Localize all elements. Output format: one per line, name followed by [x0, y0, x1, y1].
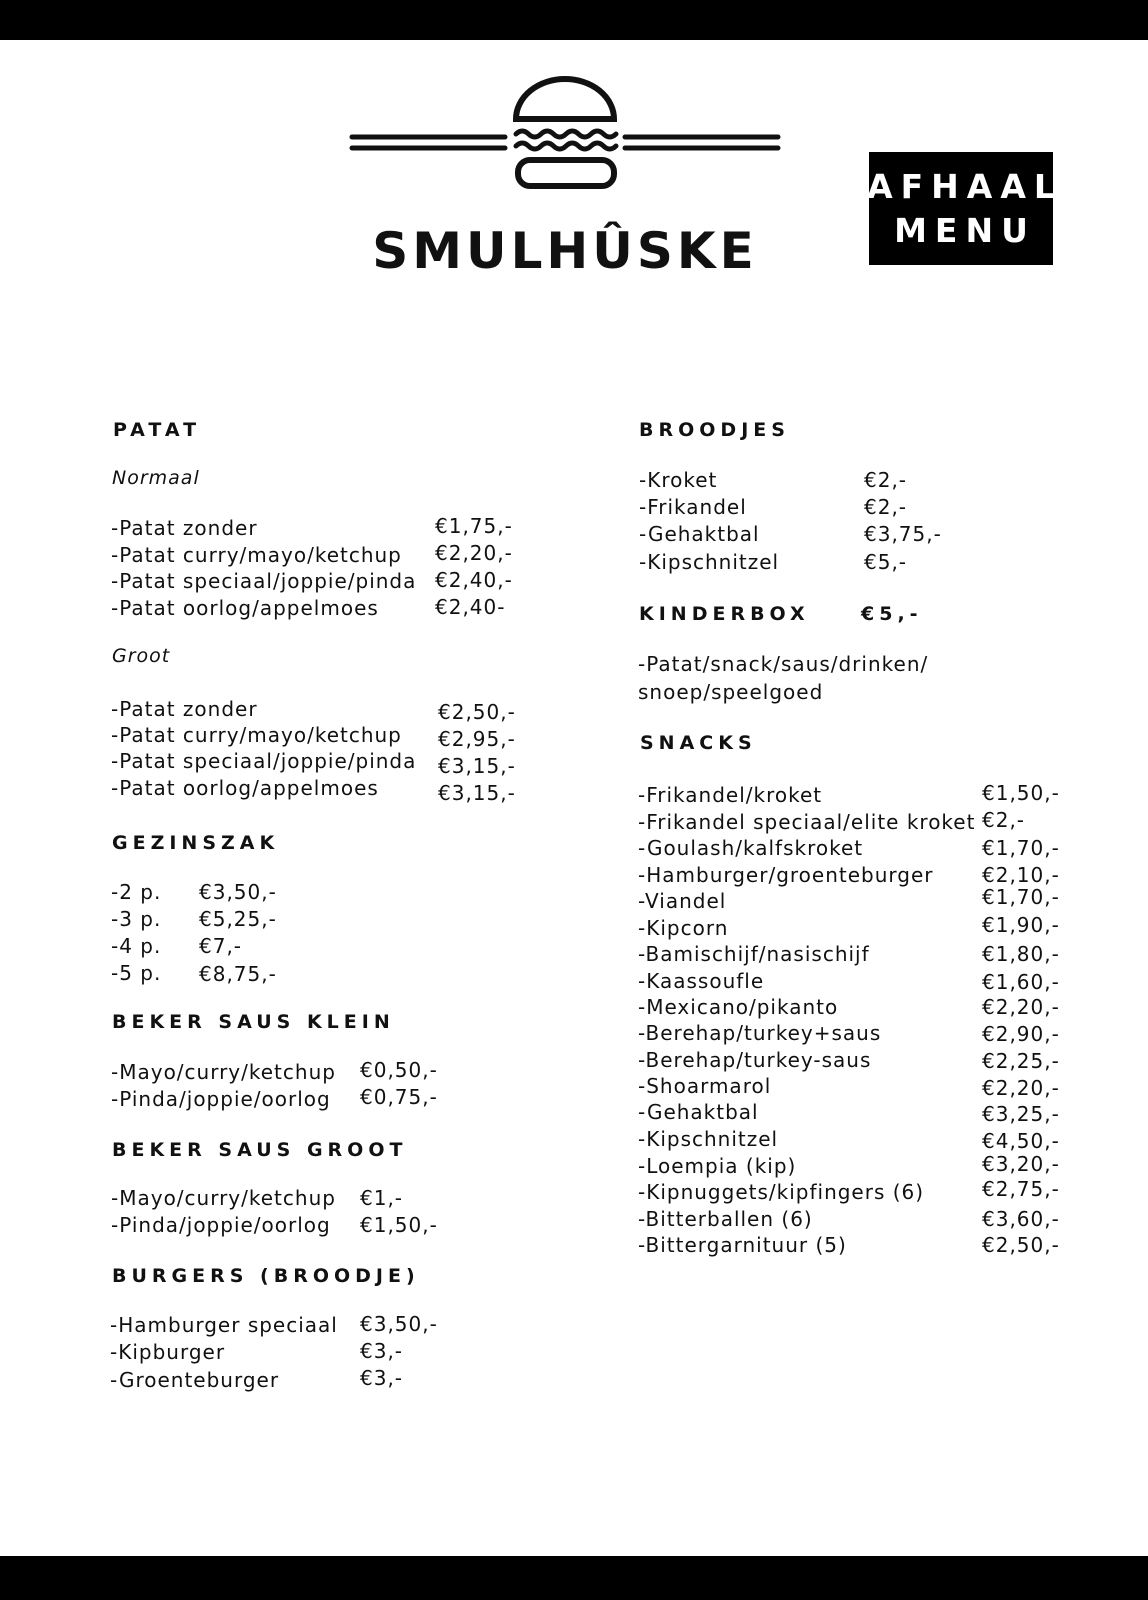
menu-item-price: €2,90,- [982, 1022, 1060, 1046]
menu-item-name: -Frikandel [639, 495, 747, 519]
takeaway-menu-badge [867, 152, 1063, 265]
brand-name: SMULHÛSKE [372, 222, 758, 280]
menu-item-price: €2,- [864, 468, 908, 492]
menu-item-price: €2,95,- [438, 727, 516, 751]
menu-item-price: €2,10,- [982, 863, 1060, 887]
menu-item-price: €2,20,- [435, 541, 513, 565]
section-title-snacks: SNACKS [640, 732, 757, 754]
burger-icon [340, 72, 790, 192]
menu-item-name: -Patat speciaal/joppie/pinda [111, 569, 417, 593]
section-title-beker-saus-klein: BEKER SAUS KLEIN [112, 1011, 395, 1033]
menu-item-name: -Pinda/joppie/oorlog [111, 1087, 331, 1111]
menu-item-price: €1,90,- [982, 913, 1060, 937]
menu-item-name: -5 p. [111, 961, 162, 985]
menu-item-name: -Bitterballen (6) [638, 1207, 813, 1231]
menu-item-name: -Bamischijf/nasischijf [638, 942, 870, 966]
menu-item-price: €1,80,- [982, 942, 1060, 966]
kinderbox-price: €5,- [861, 603, 923, 625]
menu-item-name: -Patat zonder [111, 516, 258, 540]
section-title-broodjes: BROODJES [639, 419, 790, 441]
menu-item-price: €2,20,- [982, 1076, 1060, 1100]
menu-item-name: -2 p. [111, 880, 162, 904]
menu-item-name: -3 p. [111, 907, 162, 931]
menu-item-name: -Kipschnitzel [638, 1127, 779, 1151]
menu-item-name: -Mayo/curry/ketchup [111, 1186, 336, 1210]
menu-item-price: €1,75,- [435, 514, 513, 538]
menu-item-price: €5,25,- [199, 907, 277, 931]
menu-item-name: -Mexicano/pikanto [638, 995, 839, 1019]
top-bar [0, 0, 1148, 40]
menu-item-name: -Groenteburger [110, 1368, 280, 1392]
menu-item-price: €3,50,- [199, 880, 277, 904]
menu-item-name: -Hamburger speciaal [110, 1313, 338, 1337]
menu-item-name: -Hamburger/groenteburger [638, 863, 934, 887]
menu-item-name: -Patat zonder [111, 697, 258, 721]
menu-item-price: €3,25,- [982, 1102, 1060, 1126]
menu-item-name: -Viandel [638, 889, 727, 913]
menu-item-name: -Berehap/turkey-saus [638, 1048, 872, 1072]
menu-item-price: €2,50,- [438, 700, 516, 724]
menu-item-price: €3,15,- [438, 754, 516, 778]
menu-item-name: -Kipnuggets/kipfingers (6) [638, 1180, 925, 1204]
menu-item-price: €1,50,- [360, 1213, 438, 1237]
menu-item-name: -Kipburger [110, 1340, 226, 1364]
menu-item-price: €2,- [982, 808, 1026, 832]
menu-item-price: €3,75,- [864, 522, 942, 546]
menu-item-name: -Patat curry/mayo/ketchup [111, 723, 402, 747]
badge-line-1: AFHAAL [867, 166, 1063, 206]
subsection-groot: Groot [112, 645, 171, 667]
menu-item-name: -Frikandel speciaal/elite kroket [638, 810, 976, 834]
menu-item-name: -Kipcorn [638, 916, 729, 940]
menu-item-name: -Bittergarnituur (5) [638, 1233, 847, 1257]
menu-item-name: -Gehaktbal [639, 522, 760, 546]
menu-item-name: -Shoarmarol [638, 1074, 772, 1098]
section-title-kinderbox: KINDERBOX [639, 603, 810, 625]
menu-item-name: -4 p. [111, 934, 162, 958]
menu-item-price: €1,- [360, 1186, 404, 1210]
section-title-patat: PATAT [113, 419, 202, 441]
section-title-beker-saus-groot: BEKER SAUS GROOT [112, 1139, 408, 1161]
menu-item-price: €2,20,- [982, 995, 1060, 1019]
menu-item-price: €8,75,- [199, 962, 277, 986]
menu-item-name: -Berehap/turkey+saus [638, 1021, 882, 1045]
menu-item-name: -Pinda/joppie/oorlog [111, 1213, 331, 1237]
menu-item-name: -Gehaktbal [638, 1100, 759, 1124]
menu-item-price: €2,75,- [982, 1177, 1060, 1201]
menu-item-price: €3,15,- [438, 781, 516, 805]
menu-item-name: -Patat curry/mayo/ketchup [111, 543, 402, 567]
menu-item-name: -Mayo/curry/ketchup [111, 1060, 336, 1084]
menu-item-price: €2,40- [435, 595, 506, 619]
menu-item-price: €1,50,- [982, 781, 1060, 805]
menu-item-name: -Loempia (kip) [638, 1154, 797, 1178]
menu-item-price: €2,- [864, 495, 908, 519]
menu-item-price: €2,40,- [435, 568, 513, 592]
section-title-burgers: BURGERS (BROODJE) [112, 1265, 420, 1287]
menu-item-name: -Goulash/kalfskroket [638, 836, 864, 860]
menu-item-price: €1,70,- [982, 885, 1060, 909]
subsection-normaal: Normaal [112, 467, 200, 489]
menu-item-name: -Kroket [639, 468, 718, 492]
menu-item-price: €1,70,- [982, 836, 1060, 860]
menu-item-name: -Frikandel/kroket [638, 783, 823, 807]
menu-item-price: €3,50,- [360, 1312, 438, 1336]
menu-item-price: €1,60,- [982, 970, 1060, 994]
menu-item-price: €0,50,- [360, 1058, 438, 1082]
menu-item-name: -Patat speciaal/joppie/pinda [111, 749, 417, 773]
menu-item-price: €3,- [360, 1366, 404, 1390]
badge-line-2: MENU [894, 210, 1036, 250]
menu-item-name: -Patat oorlog/appelmoes [111, 596, 379, 620]
menu-item-price: €3,20,- [982, 1152, 1060, 1176]
kinderbox-contents: -Patat/snack/saus/drinken/ [638, 652, 929, 676]
menu-item-price: €3,60,- [982, 1207, 1060, 1231]
menu-item-price: €5,- [864, 550, 908, 574]
section-title-gezinszak: GEZINSZAK [112, 832, 280, 854]
bottom-bar [0, 1556, 1148, 1600]
menu-item-price: €7,- [199, 934, 243, 958]
menu-item-name: -Kipschnitzel [639, 550, 780, 574]
menu-item-name: -Kaassoufle [638, 969, 765, 993]
menu-item-price: €3,- [360, 1339, 404, 1363]
kinderbox-contents-continued: snoep/speelgoed [638, 680, 824, 704]
menu-item-price: €2,25,- [982, 1049, 1060, 1073]
menu-item-price: €4,50,- [982, 1129, 1060, 1153]
menu-item-price: €0,75,- [360, 1085, 438, 1109]
menu-item-name: -Patat oorlog/appelmoes [111, 776, 379, 800]
menu-item-price: €2,50,- [982, 1233, 1060, 1257]
